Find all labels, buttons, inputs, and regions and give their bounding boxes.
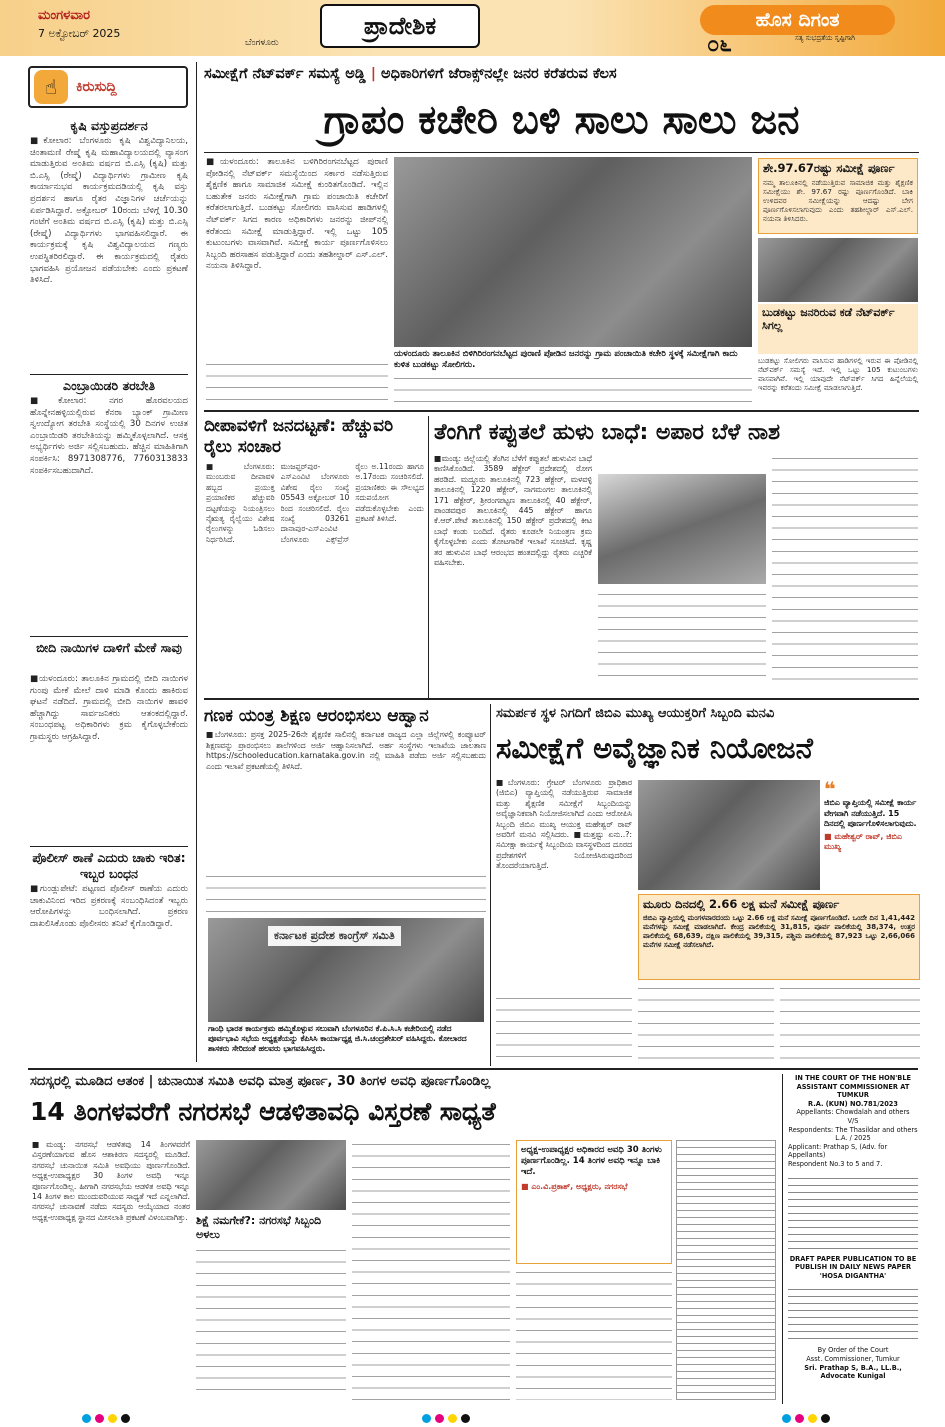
legal-order: By Order of the Court	[817, 1346, 889, 1355]
rail-headline: ದೀಪಾವಳಿಗೆ ಜನದಟ್ಟಣೆ: ಹೆಚ್ಚುವರಿ ರೈಲು ಸಂಚಾರ	[204, 416, 394, 457]
legal-vs: V/S	[847, 1116, 859, 1125]
issue-date: 7 ಅಕ್ಟೋಬರ್ 2025	[38, 27, 121, 40]
registration-dots-center	[420, 1408, 472, 1427]
survey-body-cont3	[780, 984, 920, 1064]
ganaka-headline: ಗಣಕ ಯಂತ್ರ ಶಿಕ್ಷಣ ಆರಂಭಿಸಲು ಆಹ್ವಾನ	[204, 706, 429, 726]
survey-headline: ಸಮೀಕ್ಷೆಗೆ ಅವೈಜ್ಞಾನಿಕ ನಿಯೋಜನೆ	[496, 731, 813, 765]
section-title: ಪ್ರಾದೇಶಿಕ	[320, 4, 480, 48]
congress-banner: ಕರ್ನಾಟಕ ಪ್ರದೇಶ ಕಾಂಗ್ರೆಸ್ ಸಮಿತಿ	[268, 926, 401, 946]
legal-advocate: Sri. Prathap S, B.A., LL.B., Advocate Kunigal	[804, 1363, 902, 1381]
pest-body-cont2	[772, 454, 918, 686]
stat-box	[758, 158, 918, 234]
legal-notice-english	[788, 1074, 918, 1381]
survey-photo	[638, 780, 820, 890]
stat-box-title: ಶೇ.97.67ರಷ್ಟು ಸಮೀಕ್ಷೆ ಪೂರ್ಣ	[763, 161, 895, 175]
pest-headline: ತೆಂಗಿಗೆ ಕಪ್ಪುತಲೆ ಹುಳು ಬಾಧೆ: ಅಪಾರ ಬೆಳೆ ನಾಶ	[434, 420, 781, 445]
brief-badge	[28, 66, 188, 108]
bottom-sub: ಶಿಕ್ಷೆ ನಮಗೇಕೆ?: ನಗರಸಭೆ ಸಿಬ್ಬಂದಿ ಅಳಲು	[196, 1214, 322, 1241]
legal-appellants: Appellants: Chowdalah and others	[796, 1108, 910, 1117]
bottom-body-cont2	[516, 1268, 672, 1400]
bottom-quote-by: ■ ಎಂ.ವಿ.ಪ್ರಕಾಶ್, ಅಧ್ಯಕ್ಷರು, ನಗರಸಭೆ	[521, 1182, 628, 1191]
survey-stat-box	[638, 894, 920, 980]
rail-body: ■ಬೆಂಗಳೂರು: ಮುಂಬರುವ ದೀಪಾವಳಿ ಹಬ್ಬದ ಪ್ರಯುಕ್ತ ಪ್ರಯಾಣಿಕರ ಹೆಚ್ಚುವರಿ ದಟ್ಟಣೆಯನ್ನು ನಿಯಂತ್ರಿಸಲು ನೈಋತ್ಯ ರೈಲ್ವೆಯು ವಿಶೇಷ ರೈಲುಗಳನ್ನು ಓಡಿಸಲು ನಿರ್ಧರಿಸಿದೆ. ಮುಜಫ್ಫರ್‌ಪುರ-ಎಸ್‌ಎಂವಿಟಿ ಬೆಂಗಳೂರು ವಿಶೇಷ ರೈಲು ಸಂಖ್ಯೆ 05543 ಅಕ್ಟೋಬರ್ 10 ರಿಂದ ಸಂಚರಿಸಲಿದೆ. ರೈಲು ಸಂಖ್ಯೆ 03261 ದಾನಾಪುರ-ಎಸ್‌ಎಂವಿಟಿ ಬೆಂಗಳೂರು ಎಕ್ಸ್‌ಪ್ರೆಸ್ ರೈಲು ಅ.11ರಂದು ಹಾಗೂ ಅ.17ರಂದು ಸಂಚರಿಸಲಿದೆ. ಪ್ರಯಾಣಿಕರು ಈ ಸೌಲಭ್ಯದ ಸದುಪಯೋಗ ಪಡೆದುಕೊಳ್ಳಬೇಕು ಎಂದು ಪ್ರಕಟಣೆ ತಿಳಿಸಿದೆ.	[206, 462, 424, 544]
lead-photo	[394, 157, 752, 347]
brief1-title: ಕೃಷಿ ವಸ್ತುಪ್ರದರ್ಶನ	[70, 118, 148, 133]
brief4-body: ■ಗುಂಡ್ಲುಪೇಟೆ: ಪಟ್ಟಣದ ಪೊಲೀಸ್ ಠಾಣೆಯ ಎದುರು ಚಾಕುವಿನಿಂದ ಇರಿದ ಪ್ರಕರಣಕ್ಕೆ ಸಂಬಂಧಿಸಿದಂತೆ ಇಬ್ಬರು ಆರೋಪಿಗಳನ್ನು ಬಂಧಿಸಲಾಗಿದೆ. ಪ್ರಕರಣ ದಾಖಲಿಸಿಕೊಂಡು ಪೊಲೀಸರು ತನಿಖೆ ಕೈಗೊಂಡಿದ್ದಾರೆ.	[30, 884, 188, 929]
paper-tagline: ಸತ್ಯ ಸುಭದ್ರತೆಯ ಸೃಷ್ಟಿಗಾಗಿ	[795, 34, 855, 42]
brief1-body: ■ಕೋಲಾರ: ಬೆಂಗಳೂರು ಕೃಷಿ ವಿಶ್ವವಿದ್ಯಾನಿಲಯ, ಚಿಂತಾಮಣಿ ರೇಷ್ಮೆ ಕೃಷಿ ಮಹಾವಿದ್ಯಾಲಯದಲ್ಲಿ ವ್ಯಾಸಂಗ ಮಾಡುತ್ತಿರುವ ಅಂತಿಮ ವರ್ಷದ ಬಿ.ಎಸ್ಸಿ (ಕೃಷಿ) ಮತ್ತು ಬಿ.ಎಸ್ಸಿ (ರೇಷ್ಮೆ) ವಿದ್ಯಾರ್ಥಿಗಳು ಗ್ರಾಮೀಣ ಕೃಷಿ ಕಾರ್ಯಾನುಭವ ಕಾರ್ಯಕ್ರಮದಡಿಯಲ್ಲಿ ಕೃಷಿ ವಸ್ತು ಪ್ರದರ್ಶನ ಹಾಗೂ ರೈತರ ವಿಜ್ಞಾನಿಗಳ ಚರ್ಚೆಯನ್ನು ಏರ್ಪಡಿಸಿದ್ದಾರೆ. ಅಕ್ಟೋಬರ್ 10ರಂದು ಬೆಳಿಗ್ಗೆ 10.30 ಗಂಟೆಗೆ ಅಂತಿಮ ವರ್ಷದ ಬಿ.ಎಸ್ಸಿ (ಕೃಷಿ) ಮತ್ತು ಬಿ.ಎಸ್ಸಿ (ರೇಷ್ಮೆ) ವಿದ್ಯಾರ್ಥಿಗಳು ಭಾಗವಹಿಸಲಿದ್ದಾರೆ. ಈ ಕಾರ್ಯಕ್ರಮಕ್ಕೆ ಕೃಷಿ ವಿಶ್ವವಿದ್ಯಾಲಯದ ಗಣ್ಯರು ಉಪಸ್ಥಿತರಿರಲಿದ್ದಾರೆ. ಈ ಕಾರ್ಯಕ್ರಮದಲ್ಲಿ ರೈತರು ಭಾಗವಹಿಸಿ ಪ್ರಯೋಜನ ಪಡೆಯಬೇಕು ಎಂದು ಪ್ರಕಟಣೆ ತಿಳಿಸಿದೆ.	[30, 136, 188, 286]
survey-quote-by: ■ ಮಹೇಶ್ವರ್ ರಾವ್, ಜಿಬಿಎ ಮುಖ್ಯ	[824, 831, 903, 851]
ganaka-body: ■ಬೆಂಗಳೂರು: ಪ್ರಸಕ್ತ 2025-26ನೇ ಶೈಕ್ಷಣಿಕ ಸಾಲಿನಲ್ಲಿ ಕರ್ನಾಟಕ ರಾಜ್ಯದ ಎಲ್ಲಾ ಜಿಲ್ಲೆಗಳಲ್ಲಿ ಕಂಪ್ಯೂಟರ್ ಶಿಕ್ಷಣವನ್ನು ಪ್ರಾರಂಭಿಸಲು ಶಾಲೆಗಳಿಂದ ಅರ್ಜಿ ಆಹ್ವಾನಿಸಲಾಗಿದೆ. ಅರ್ಹ ಸಂಸ್ಥೆಗಳು ಇಲಾಖೆಯ ಜಾಲತಾಣ https://schooleducation.karnataka.gov.in ನಲ್ಲಿ ಮಾಹಿತಿ ಪಡೆದು ಅರ್ಜಿ ಸಲ್ಲಿಸಬಹುದು ಎಂದು ಇಲಾಖೆ ಪ್ರಕಟಣೆಯಲ್ಲಿ ತಿಳಿಸಿದೆ.	[206, 730, 486, 771]
lead-kicker: ಸಮೀಕ್ಷೆಗೆ ನೆಟ್‌ವರ್ಕ್ ಸಮಸ್ಯೆ ಅಡ್ಡಿ | ಅಧಿಕಾರಿಗಳಿಗೆ ಜೆರಾಕ್ಸ್‌ನಲ್ಲೇ ಜನರ ಕರೆತರುವ ಕೆಲಸ	[204, 66, 617, 82]
legal-draft: DRAFT PAPER PUBLICATION TO BE PUBLISH IN DAILY NEWS PAPER 'HOSA DIGANTHA'	[789, 1254, 917, 1280]
legal-respondent-nos: Respondent No.3 to 5 and 7.	[788, 1159, 883, 1168]
edition-city: ಬೆಂಗಳೂರು	[245, 38, 279, 48]
registration-dots-right	[780, 1408, 832, 1427]
lead-body-cont	[206, 360, 388, 400]
legal-la: L.A. / 2025	[835, 1134, 871, 1143]
bottom-kicker: ಸದಸ್ಯರಲ್ಲಿ ಮೂಡಿದ ಆತಂಕ | ಚುನಾಯಿತ ಸಮಿತಿ ಅವಧಿ ಮಾತ್ರ ಪೂರ್ಣ, 30 ತಿಂಗಳ ಅವಧಿ ಪೂರ್ಣಗೊಂಡಿಲ್ಲ	[30, 1074, 491, 1089]
lead-body-cont2	[394, 374, 752, 404]
finger-icon: ☝	[34, 70, 68, 104]
legal-applicant: Applicant: Prathap S, (Adv. for Appellants)	[788, 1142, 888, 1160]
legal-case-no: R.A. (KUN) NO.781/2023	[808, 1099, 898, 1108]
congress-caption: ಗಾಂಧಿ ಭಾರತ ಕಾರ್ಯಕ್ರಮ ಹಮ್ಮಿಕೊಳ್ಳುವ ಸಲುವಾಗಿ ಬೆಂಗಳೂರಿನ ಕೆ.ಪಿ.ಸಿ.ಸಿ ಕಚೇರಿಯಲ್ಲಿ ನಡೆದ ಪೂರ್ವಭಾವಿ ಸಭೆಯ ಅಧ್ಯಕ್ಷತೆಯನ್ನು ಕೆಪಿಸಿಸಿ ಕಾರ್ಯಾಧ್ಯಕ್ಷ ಜಿ.ಸಿ.ಚಂದ್ರಶೇಖರ್ ವಹಿಸಿದ್ದರು. ಕೋಲಾರದ ಶಾಸಕರು ಸೇರಿದಂತೆ ಹಲವರು ಭಾಗವಹಿಸಿದ್ದರು.	[208, 1024, 467, 1053]
survey-body-cont2	[638, 984, 774, 1064]
council-photo	[196, 1140, 346, 1210]
coconut-photo	[598, 474, 766, 584]
bottom-body-cont	[352, 1140, 510, 1400]
registration-dots	[80, 1408, 132, 1427]
survey-stat-title: ಮೂರು ದಿನದಲ್ಲಿ 2.66 ಲಕ್ಷ ಮನೆ ಸಮೀಕ್ಷೆ ಪೂರ್ಣ	[643, 897, 840, 911]
network-box-title: ಬುಡಕಟ್ಟು ಜನರಿರುವ ಕಡೆ ನೆಟ್‌ವರ್ಕ್ ಸಿಗಲ್ಲ	[762, 306, 895, 332]
survey-body: ■ಬೆಂಗಳೂರು: ಗ್ರೇಟರ್ ಬೆಂಗಳೂರು ಪ್ರಾಧಿಕಾರ (ಜಿಬಿಎ) ವ್ಯಾಪ್ತಿಯಲ್ಲಿ ನಡೆಯುತ್ತಿರುವ ಸಾಮಾಜಿಕ ಮತ್ತು ಶೈಕ್ಷಣಿಕ ಸಮೀಕ್ಷೆಗೆ ಸಿಬ್ಬಂದಿಯನ್ನು ಅವೈಜ್ಞಾನಿಕವಾಗಿ ನಿಯೋಜಿಸಲಾಗಿದೆ ಎಂದು ಆರೋಪಿಸಿ ಸಿಬ್ಬಂದಿ ಜಿಬಿಎ ಮುಖ್ಯ ಆಯುಕ್ತ ಮಹೇಶ್ವರ್ ರಾವ್ ಅವರಿಗೆ ಮನವಿ ಸಲ್ಲಿಸಿದರು. ■ಮತ್ತಷ್ಟು ಏನು..?: ಸಮೀಕ್ಷಾ ಕಾರ್ಯಕ್ಕೆ ಸಿಬ್ಬಂದಿಯ ವಾಸಸ್ಥಳದಿಂದ ದೂರದ ಪ್ರದೇಶಗಳಿಗೆ ನಿಯೋಜಿಸಿರುವುದರಿಂದ ತೊಂದರೆಯಾಗುತ್ತಿದೆ.	[496, 778, 632, 871]
bottom-body: ■ಮಂಡ್ಯ: ನಗರಸಭೆ ಆಡಳಿತವು 14 ತಿಂಗಳವರೆಗೆ ವಿಸ್ತರಣೆಯಾಗುವ ಹೊಸ ಆಶಾಕಿರಣ ಸದಸ್ಯರಲ್ಲಿ ಮೂಡಿದೆ. ನಗರಸಭೆ ಚುನಾಯಿತ ಸಮಿತಿ ಅವಧಿಯು ಪೂರ್ಣಗೊಂಡಿದೆ. ಅಧ್ಯಕ್ಷ-ಉಪಾಧ್ಯಕ್ಷರ 30 ತಿಂಗಳ ಅವಧಿ ಇನ್ನೂ ಪೂರ್ಣಗೊಂಡಿಲ್ಲ. ಹೀಗಾಗಿ ನಗರಸಭೆಯ ಆಡಳಿತ ಅವಧಿ ಇನ್ನೂ 14 ತಿಂಗಳ ಕಾಲ ಮುಂದುವರಿಯುವ ಸಾಧ್ಯತೆ ಇದೆ ಎನ್ನಲಾಗಿದೆ. ನಗರಸಭೆ ಚುನಾವಣೆ ನಡೆದು ಸದಸ್ಯರು ಆಯ್ಕೆಯಾದ ನಂತರ ಅಧ್ಯಕ್ಷ-ಉಪಾಧ್ಯಕ್ಷ ಸ್ಥಾನದ ಮೀಸಲಾತಿ ಪ್ರಕಟಣೆ ವಿಳಂಬವಾಗಿತ್ತು.	[32, 1140, 190, 1222]
lead-body: ■ಯಳಂದೂರು: ತಾಲೂಕಿನ ಬಳಿಗಿರಿರಂಗನಬೆಟ್ಟದ ಪುರಾಣಿ ಪೋಡಿನಲ್ಲಿ ನೆಟ್‌ವರ್ಕ್ ಸಮಸ್ಯೆಯಿಂದ ಸರ್ಕಾರ ನಡೆಸುತ್ತಿರುವ ಶೈಕ್ಷಣಿಕ ಹಾಗೂ ಸಾಮಾಜಿಕ ಸಮೀಕ್ಷೆ ಕುಂಠಿತಗೊಂಡಿದೆ. ಇಲ್ಲಿನ ಬಹುತೇಕ ಜನರು ಸಮೀಕ್ಷೆಗಾಗಿ ಗ್ರಾಮ ಪಂಚಾಯಿತಿ ಕಚೇರಿಗೆ ಕರೆತರಲಾಗುತ್ತಿದೆ. ಬುಡಕಟ್ಟು ಸೋಲಿಗರು ವಾಸಿಸುವ ಹಾಡಿಗಳಲ್ಲಿ ನೆಟ್‌ವರ್ಕ್ ಸಿಗದ ಕಾರಣ ಅಧಿಕಾರಿಗಳು ಜನರನ್ನು ಜೀಪ್‌ನಲ್ಲಿ ಕರೆತಂದು ಸಮೀಕ್ಷೆ ಮಾಡುತ್ತಿದ್ದಾರೆ. ಇಲ್ಲಿ ಒಟ್ಟು 105 ಕುಟುಂಬಗಳು ವಾಸವಾಗಿವೆ. ಸಮೀಕ್ಷೆ ಕಾರ್ಯ ಪೂರ್ಣಗೊಳಿಸಲು ಸಿಬ್ಬಂದಿ ಹರಸಾಹಸ ಪಡುತ್ತಿದ್ದಾರೆ ಎಂದು ತಹಶೀಲ್ದಾರ್ ಎಸ್.ಎಲ್. ನಯನಾ ತಿಳಿಸಿದ್ದಾರೆ.	[206, 157, 388, 272]
bottom-sub-body	[196, 1246, 346, 1400]
network-photo	[758, 238, 918, 302]
pest-body-cont	[598, 590, 766, 686]
brief2-title: ಎಂಬ್ರಾಯಿಡರಿ ತರಬೇತಿ	[63, 378, 155, 393]
legal-court: IN THE COURT OF THE HON'BLE ASSISTANT COMMISSIONER AT TUMKUR	[794, 1074, 912, 1100]
legal-notice-kannada	[676, 1140, 776, 1400]
survey-kicker: ಸಮರ್ಪಕ ಸ್ಥಳ ನಿಗದಿಗೆ ಜಿಬಿಎ ಮುಖ್ಯ ಆಯುಕ್ತರಿಗೆ ಸಿಬ್ಬಂದಿ ಮನವಿ	[496, 706, 775, 721]
quote-icon: ❝	[824, 777, 836, 801]
legal-commissioner: Asst. Commissioner, Tumkur	[806, 1354, 900, 1363]
paper-logo: ಹೊಸ ದಿಗಂತ	[700, 5, 895, 35]
legal-respondents: Respondents: The Thasildar and others	[788, 1125, 918, 1134]
brief3-title: ಬೀದಿ ನಾಯಿಗಳ ದಾಳಿಗೆ ಮೇಕೆ ಸಾವು	[36, 640, 182, 655]
survey-stat-body: ಜಿಬಿಎ ವ್ಯಾಪ್ತಿಯಲ್ಲಿ ಮಂಗಳವಾರದಂದು ಒಟ್ಟು 2.66 ಲಕ್ಷ ಮನೆ ಸಮೀಕ್ಷೆ ಪೂರ್ಣಗೊಂಡಿದೆ. ಒಂದೇ ದಿನ 1,41,442 ಮನೆಗಳನ್ನು ಸಮೀಕ್ಷೆ ಮಾಡಲಾಗಿದೆ. ಕೇಂದ್ರ ಪಾಲಿಕೆಯಲ್ಲಿ 31,815, ಪೂರ್ವ ಪಾಲಿಕೆಯಲ್ಲಿ 38,374, ಉತ್ತರ ಪಾಲಿಕೆಯಲ್ಲಿ 68,639, ದಕ್ಷಿಣ ಪಾಲಿಕೆಯಲ್ಲಿ 39,315, ಪಶ್ಚಿಮ ಪಾಲಿಕೆಯಲ್ಲಿ 87,923 ಒಟ್ಟು 2,66,066 ಮನೆಗಳ ಸಮೀಕ್ಷೆ ನಡೆಸಲಾಗಿದೆ.	[643, 914, 915, 949]
brief3-body: ■ಯಳಂದೂರು: ತಾಲೂಕಿನ ಗ್ರಾಮದಲ್ಲಿ ಬೀದಿ ನಾಯಿಗಳ ಗುಂಪು ಮೇಕೆ ಮೇಲೆ ದಾಳಿ ಮಾಡಿ ಕೊಂದು ಹಾಕಿರುವ ಘಟನೆ ನಡೆದಿದೆ. ಗ್ರಾಮದಲ್ಲಿ ಬೀದಿ ನಾಯಿಗಳ ಹಾವಳಿ ಹೆಚ್ಚಾಗಿದ್ದು ಸಾರ್ವಜನಿಕರು ಆತಂಕದಲ್ಲಿದ್ದಾರೆ. ಸಂಬಂಧಪಟ್ಟ ಅಧಿಕಾರಿಗಳು ಕ್ರಮ ಕೈಗೊಳ್ಳಬೇಕೆಂದು ಗ್ರಾಮಸ್ಥರು ಆಗ್ರಹಿಸಿದ್ದಾರೆ.	[30, 674, 188, 742]
congress-photo	[208, 918, 484, 1022]
survey-quote-text: ಜಿಬಿಎ ವ್ಯಾಪ್ತಿಯಲ್ಲಿ ಸಮೀಕ್ಷೆ ಕಾರ್ಯ ವೇಗವಾಗಿ ನಡೆಯುತ್ತಿದೆ. 15 ದಿನದಲ್ಲಿ ಪೂರ್ಣಗೊಳಿಸಲಾಗುವುದು.	[824, 798, 917, 828]
network-box-body: ಬುಡಕಟ್ಟು ಸೋಲಿಗರು ವಾಸಿಸುವ ಹಾಡಿಗಳಲ್ಲಿ ಇರುವ ಈ ಪೋಡಿನಲ್ಲಿ ನೆಟ್‌ವರ್ಕ್ ಸಮಸ್ಯೆ ಇದೆ. ಇಲ್ಲಿ ಒಟ್ಟು 105 ಕುಟುಂಬಗಳು ವಾಸವಾಗಿವೆ. ಇಲ್ಲಿ ಯಾವುದೇ ನೆಟ್‌ವರ್ಕ್ ಸಿಗದ ಹಿನ್ನೆಲೆಯಲ್ಲಿ ಇವರನ್ನು ಕರೆತಂದು ಸಮೀಕ್ಷೆ ಮಾಡಲಾಗುತ್ತಿದೆ.	[758, 356, 918, 392]
bottom-quote-box	[516, 1140, 672, 1264]
weekday: ಮಂಗಳವಾರ	[38, 8, 91, 23]
lead-caption: ಯಳಂದೂರು ತಾಲೂಕಿನ ಬಿಳಿಗಿರಿರಂಗನಬೆಟ್ಟದ ಪುರಾಣಿ ಪೋಡಿನ ಜನರನ್ನು ಗ್ರಾಮ ಪಂಚಾಯಿತಿ ಕಚೇರಿ ಸ್ಥಳಕ್ಕೆ ಸಮೀಕ್ಷೆಗಾಗಿ ಕಾದು ಕುಳಿತ ಬುಡಕಟ್ಟು ಸೋಲಿಗರು.	[394, 349, 738, 370]
page-number: ೦೬	[707, 32, 732, 57]
bottom-quote-text: ಅಧ್ಯಕ್ಷ-ಉಪಾಧ್ಯಕ್ಷರ ಅಧಿಕಾರದ ಅವಧಿ 30 ತಿಂಗಳು ಪೂರ್ಣಗೊಂಡಿಲ್ಲ. 14 ತಿಂಗಳ ಅವಧಿ ಇನ್ನೂ ಬಾಕಿ ಇದೆ.	[521, 1145, 662, 1177]
brief-badge-label: ಕಿರುಸುದ್ದಿ	[76, 79, 117, 95]
survey-body-cont	[496, 994, 632, 1064]
ganaka-body-cont	[206, 872, 486, 916]
lead-headline: ಗ್ರಾಪಂ ಕಚೇರಿ ಬಳಿ ಸಾಲು ಸಾಲು ಜನ	[323, 97, 800, 143]
pest-body: ■ಮಂಡ್ಯ: ಜಿಲ್ಲೆಯಲ್ಲಿ ತೆಂಗಿನ ಬೆಳೆಗೆ ಕಪ್ಪುತಲೆ ಹುಳುವಿನ ಬಾಧೆ ಕಾಣಿಸಿಕೊಂಡಿದೆ. 3589 ಹೆಕ್ಟೇರ್ ಪ್ರದೇಶದಲ್ಲಿ ರೋಗ ಹರಡಿದೆ. ಮದ್ದೂರು ತಾಲೂಕಿನಲ್ಲಿ 723 ಹೆಕ್ಟೇರ್, ಮಳವಳ್ಳಿ ತಾಲೂಕಿನಲ್ಲಿ 1220 ಹೆಕ್ಟೇರ್, ನಾಗಮಂಗಲ ತಾಲೂಕಿನಲ್ಲಿ 171 ಹೆಕ್ಟೇರ್, ಶ್ರೀರಂಗಪಟ್ಟಣ ತಾಲೂಕಿನಲ್ಲಿ 40 ಹೆಕ್ಟೇರ್, ಪಾಂಡವಪುರ ತಾಲೂಕಿನಲ್ಲಿ 445 ಹೆಕ್ಟೇರ್ ಹಾಗೂ ಕೆ.ಆರ್.ಪೇಟೆ ತಾಲೂಕಿನಲ್ಲಿ 150 ಹೆಕ್ಟೇರ್ ಪ್ರದೇಶದಲ್ಲಿ ಕೀಟ ಬಾಧೆ ಕಂಡು ಬಂದಿದೆ. ರೈತರು ಕೂಡಲೇ ನಿಯಂತ್ರಣ ಕ್ರಮ ಕೈಗೊಳ್ಳಬೇಕು ಎಂದು ತೋಟಗಾರಿಕೆ ಇಲಾಖೆ ಸೂಚಿಸಿದೆ. ಕೃಷ್ಣ ತರ ಹುಳುವಿನ ಬಾಧೆ ಆರಂಭದ ಹಂತದಲ್ಲಿದ್ದು ರೈತರು ಎಚ್ಚರಿಕೆ ವಹಿಸಬೇಕು.	[434, 454, 592, 568]
brief2-body: ■ಕೋಲಾರ: ನಗರ ಹೊರವಲಯದ ಹೊನ್ನೇನಹಳ್ಳಿಯಲ್ಲಿರುವ ಕೆನರಾ ಬ್ಯಾಂಕ್ ಗ್ರಾಮೀಣ ಸ್ವಉದ್ಯೋಗ ತರಬೇತಿ ಸಂಸ್ಥೆಯಲ್ಲಿ 30 ದಿನಗಳ ಉಚಿತ ಎಂಬ್ರಾಯಿಡರಿ ತರಬೇತಿಯನ್ನು ಹಮ್ಮಿಕೊಳ್ಳಲಾಗಿದೆ. ಆಸಕ್ತ ಅಭ್ಯರ್ಥಿಗಳು ಅರ್ಜಿ ಸಲ್ಲಿಸಬಹುದು. ಹೆಚ್ಚಿನ ಮಾಹಿತಿಗಾಗಿ ಸಂಪರ್ಕಿಸಿ: 8971308776, 7760313833 ಸಂಪರ್ಕಿಸಬಹುದಾಗಿದೆ.	[30, 396, 188, 476]
survey-quote	[824, 777, 920, 888]
network-box	[758, 304, 918, 354]
brief4-title: ಪೊಲೀಸ್ ಠಾಣೆ ಎದುರು ಚಾಕು ಇರಿತ: ಇಬ್ಬರ ಬಂಧನ	[32, 850, 186, 881]
stat-box-body: ನಮ್ಮ ತಾಲೂಕಿನಲ್ಲಿ ನಡೆಯುತ್ತಿರುವ ಸಾಮಾಜಿಕ ಮತ್ತು ಶೈಕ್ಷಣಿಕ ಸಮೀಕ್ಷೆಯು ಶೇ. 97.67 ರಷ್ಟು ಪೂರ್ಣಗೊಂಡಿದೆ. ಬಾಕಿ ಉಳಿದವರ ಸಮೀಕ್ಷೆಯನ್ನು ಆದಷ್ಟು ಬೇಗ ಪೂರ್ಣಗೊಳಿಸಲಾಗುವುದು ಎಂದು ತಹಶೀಲ್ದಾರ್ ಎಸ್.ಎಲ್. ನಯನಾ ತಿಳಿಸಿದರು.	[763, 178, 913, 223]
bottom-headline: 14 ತಿಂಗಳವರೆಗೆ ನಗರಸಭೆ ಆಡಳಿತಾವಧಿ ವಿಸ್ತರಣೆ ಸಾಧ್ಯತೆ	[30, 1097, 496, 1126]
